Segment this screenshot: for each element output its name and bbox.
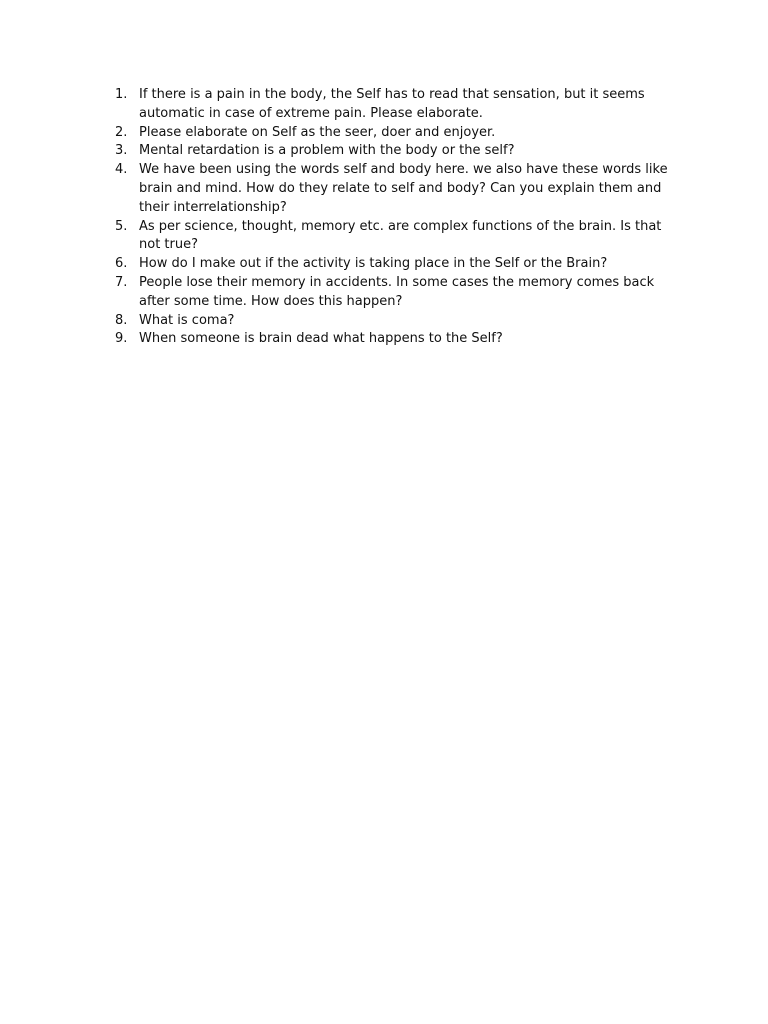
list-item-text: We have been using the words self and body here. we also have these words like brain and mind. How do they relate to self and body? Can you explain them and their interrelationship?	[139, 162, 668, 215]
list-item-number: 8.	[115, 312, 128, 328]
list-item-number: 3.	[115, 143, 128, 159]
list-item-text: If there is a pain in the body, the Self has to read that sensation, but it seems automatic in case of extreme pain. Please elaborate.	[139, 87, 645, 121]
list-item-text: Mental retardation is a problem with the body or the self?	[139, 143, 515, 159]
list-item-number: 7.	[115, 274, 128, 290]
list-item	[112, 330, 672, 349]
list-item	[112, 218, 672, 256]
list-item-text: When someone is brain dead what happens to the Self?	[139, 331, 503, 347]
list-item-number: 5.	[115, 218, 128, 234]
list-item	[112, 86, 672, 124]
list-item-number: 6.	[115, 256, 128, 272]
list-item	[112, 124, 672, 143]
list-item-number: 4.	[115, 162, 128, 178]
list-item-number: 2.	[115, 124, 128, 140]
list-item-text: People lose their memory in accidents. In some cases the memory comes back after some time. How does this happen?	[139, 274, 655, 309]
list-item	[112, 255, 672, 274]
list-item-text: How do I make out if the activity is taking place in the Self or the Brain?	[139, 256, 608, 272]
list-item-text: As per science, thought, memory etc. are complex functions of the brain. Is that not true?	[139, 218, 662, 253]
question-list	[112, 86, 672, 349]
list-item	[112, 161, 672, 217]
list-item	[112, 142, 672, 161]
list-item	[112, 274, 672, 312]
list-item-text: Please elaborate on Self as the seer, doer and enjoyer.	[139, 124, 496, 140]
list-item-text: What is coma?	[139, 312, 235, 328]
list-item-number: 9.	[115, 331, 128, 347]
list-item-number: 1.	[115, 87, 128, 102]
list-item	[112, 312, 672, 331]
